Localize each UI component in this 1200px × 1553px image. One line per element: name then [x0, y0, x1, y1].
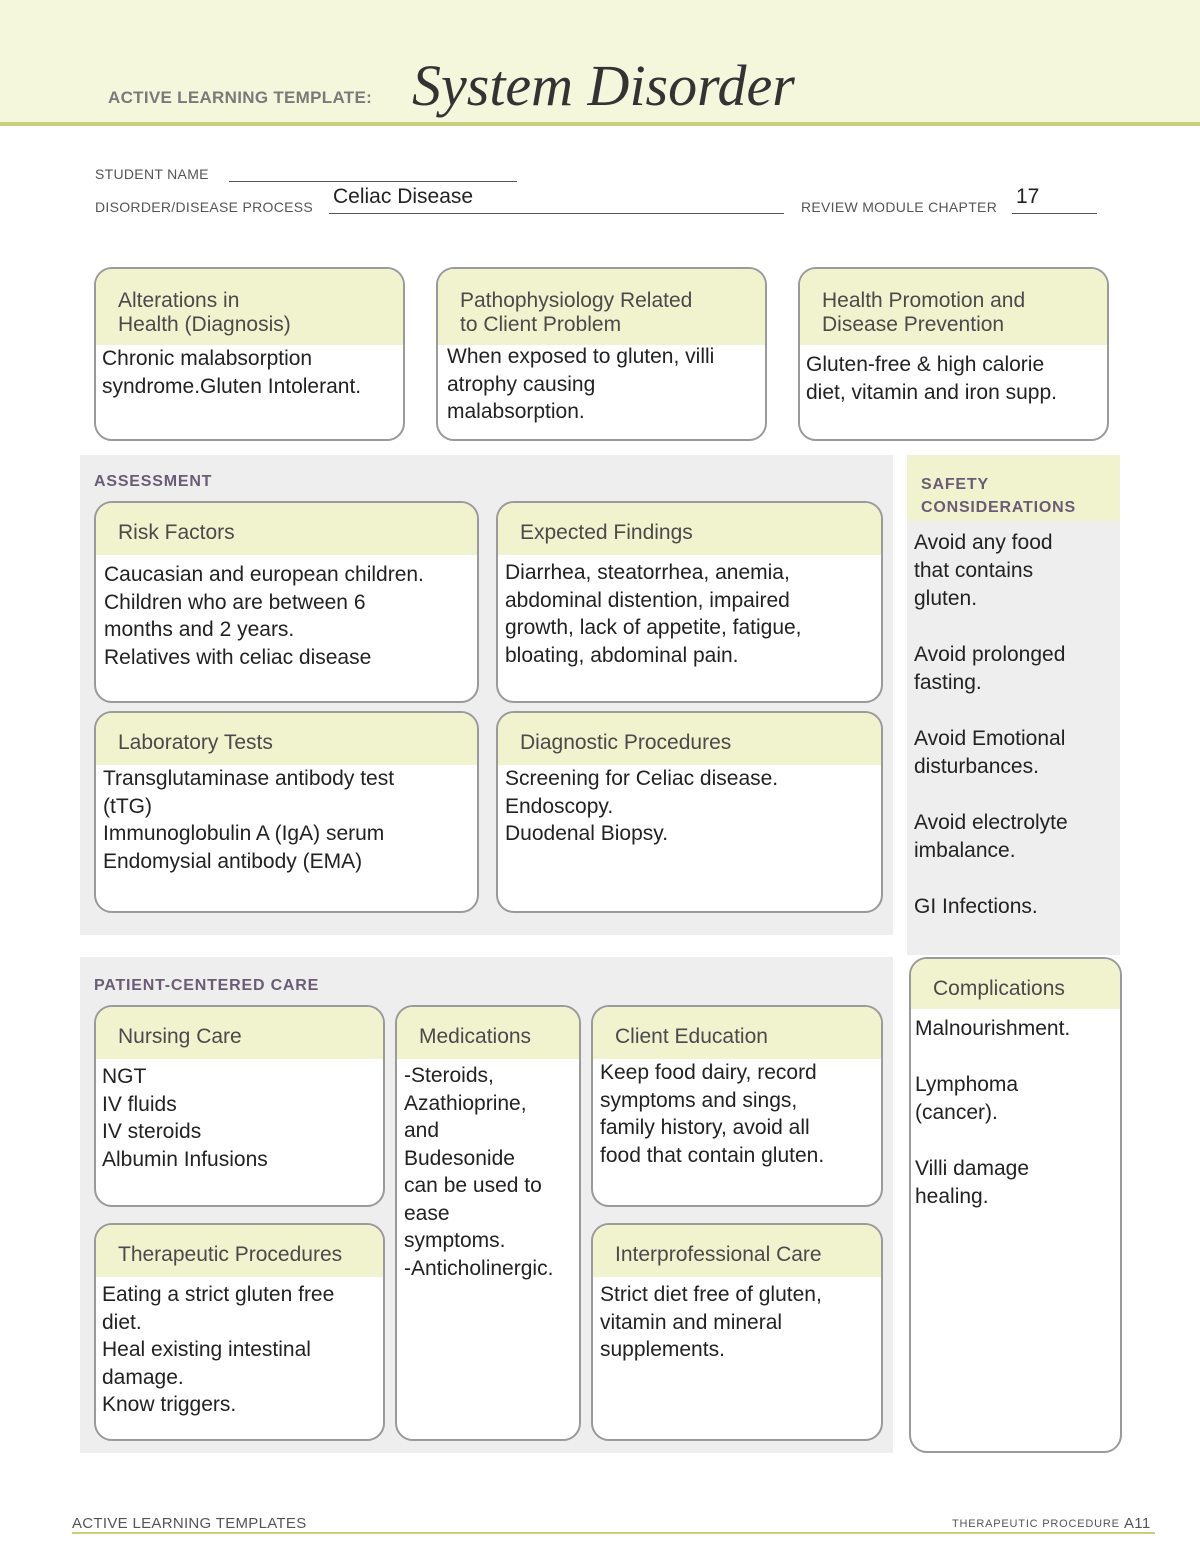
- medications-body: -Steroids, Azathioprine, and Budesonide can be used to ease symptoms. -Anticholinergic.: [404, 1064, 554, 1280]
- diagnostic-procedures-title: Diagnostic Procedures: [498, 713, 881, 765]
- footer-left: ACTIVE LEARNING TEMPLATES: [72, 1515, 307, 1532]
- expected-findings-body: Diarrhea, steatorrhea, anemia, abdominal distention, impaired growth, lack of appetite, fatigue, bloating, abdominal pain.: [505, 561, 802, 667]
- chapter-field[interactable]: [1012, 213, 1097, 214]
- template-label: ACTIVE LEARNING TEMPLATE:: [108, 88, 373, 107]
- alterations-body: Chronic malabsorption syndrome.Gluten Intolerant.: [102, 347, 362, 398]
- disorder-value: Celiac Disease: [333, 185, 474, 208]
- student-name-label: STUDENT NAME: [95, 166, 209, 182]
- risk-factors-card: [94, 501, 479, 703]
- complications-title: Complications: [911, 959, 1120, 1009]
- expected-findings-title: Expected Findings: [498, 503, 881, 555]
- client-education-title: Client Education: [593, 1007, 881, 1059]
- chapter-label: REVIEW MODULE CHAPTER: [801, 199, 998, 215]
- therapeutic-procedures-card: [94, 1223, 385, 1441]
- health-promotion-card: [798, 267, 1109, 441]
- safety-body: Avoid any food that contains gluten. Avoid prolonged fasting. Avoid Emotional disturbances. Avoid electrolyte imbalance. GI Infections.: [914, 531, 1068, 918]
- disorder-label: DISORDER/DISEASE PROCESS: [95, 199, 314, 215]
- pathophysiology-title: Pathophysiology Related to Client Problem: [438, 269, 765, 345]
- interprofessional-care-body: Strict diet free of gluten, vitamin and mineral supplements.: [600, 1283, 822, 1361]
- page-number: A11: [1124, 1515, 1151, 1532]
- risk-factors-title: Risk Factors: [96, 503, 477, 555]
- disorder-field[interactable]: [329, 213, 784, 214]
- diagnostic-procedures-body: Screening for Celiac disease. Endoscopy. Duodenal Biopsy.: [505, 767, 779, 845]
- interprofessional-care-card: [591, 1223, 883, 1441]
- student-name-field[interactable]: [229, 181, 517, 182]
- patient-care-label: PATIENT-CENTERED CARE: [94, 977, 320, 994]
- health-promotion-body: Gluten-free & high calorie diet, vitamin and iron supp.: [806, 353, 1057, 404]
- pathophysiology-card: [436, 267, 767, 441]
- client-education-body: Keep food dairy, record symptoms and sings, family history, avoid all food that contain gluten.: [600, 1061, 825, 1167]
- therapeutic-procedures-body: Eating a strict gluten free diet. Heal existing intestinal damage. Know triggers.: [102, 1283, 335, 1416]
- nursing-care-title: Nursing Care: [96, 1007, 383, 1059]
- risk-factors-body: Caucasian and european children. Children who are between 6 months and 2 years. Relatives with celiac disease: [104, 563, 424, 669]
- nursing-care-body: NGT IV fluids IV steroids Albumin Infusions: [102, 1065, 268, 1171]
- laboratory-tests-card: [94, 711, 479, 913]
- client-education-card: [591, 1005, 883, 1207]
- diagnostic-procedures-card: [496, 711, 883, 913]
- pathophysiology-body: When exposed to gluten, villi atrophy causing malabsorption.: [447, 345, 715, 423]
- complications-body: Malnourishment. Lymphoma (cancer). Villi damage healing.: [915, 1017, 1071, 1208]
- alterations-title: Alterations in Health (Diagnosis): [96, 269, 403, 345]
- medications-title: Medications: [397, 1007, 579, 1059]
- laboratory-tests-body: Transglutaminase antibody test (tTG) Immunoglobulin A (IgA) serum Endomysial antibody (EMA): [103, 767, 395, 873]
- page-title: System Disorder: [412, 53, 795, 118]
- alterations-card: [94, 267, 405, 441]
- therapeutic-procedures-title: Therapeutic Procedures: [96, 1225, 383, 1277]
- chapter-value: 17: [1016, 185, 1040, 208]
- expected-findings-card: [496, 501, 883, 703]
- complications-card: [909, 957, 1122, 1453]
- laboratory-tests-title: Laboratory Tests: [96, 713, 477, 765]
- safety-label: SAFETY CONSIDERATIONS: [921, 476, 1076, 516]
- footer-section-label: THERAPEUTIC PROCEDURE: [952, 1518, 1120, 1530]
- medications-card: [395, 1005, 581, 1441]
- health-promotion-title: Health Promotion and Disease Prevention: [800, 269, 1107, 345]
- footer-rule: [72, 1532, 1155, 1534]
- nursing-care-card: [94, 1005, 385, 1207]
- assessment-label: ASSESSMENT: [94, 473, 213, 490]
- interprofessional-care-title: Interprofessional Care: [593, 1225, 881, 1277]
